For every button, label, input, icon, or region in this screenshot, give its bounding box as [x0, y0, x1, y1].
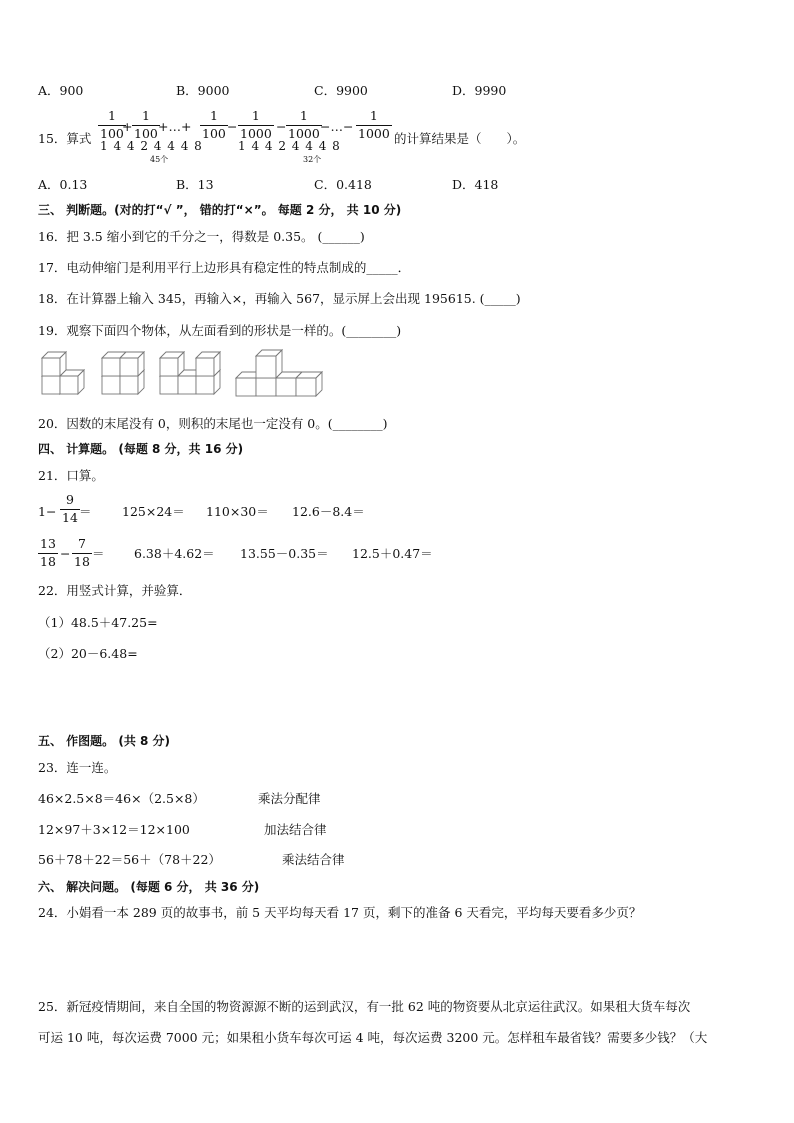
question-19: 19．观察下面四个物体，从左面看到的形状是一样的。(________) — [38, 323, 402, 338]
q22-item-2: （2）20－6.48= — [38, 646, 138, 661]
q15-fraction-2: $\frac{1}{100}$ — [134, 108, 158, 141]
q19-cube-figures — [36, 346, 336, 404]
q15-minus-1: − — [227, 119, 238, 134]
question-25-line-2: 可运 10 吨，每次运费 7000 元；如果租小货车每次可运 4 吨，每次运费 3200 元。怎样租车最省钱？需要多少钱？（大 — [38, 1030, 708, 1045]
q21-r2-eq: ＝ — [92, 546, 105, 561]
q15-prefix: 15．算式 — [38, 131, 92, 146]
q21-r2-item-1: 6.38＋4.62＝ — [134, 546, 215, 561]
q23-right-3: 乘法结合律 — [282, 852, 345, 867]
q15-option-d: D．418 — [452, 177, 499, 192]
q15-overlay-1: 1 4 4 2 4 4 4 8 — [100, 139, 203, 153]
q23-left-1: 46×2.5×8＝46×（2.5×8） — [38, 791, 205, 806]
q15-minus-3: −…− — [320, 119, 354, 134]
question-24: 24．小娟看一本 289 页的故事书，前 5 天平均每天看 17 页，剩下的准备 6 天看完，平均每天要看多少页？ — [38, 905, 642, 920]
q14-option-b: B．9000 — [176, 83, 230, 98]
cube-object-2 — [102, 352, 144, 394]
q23-right-1: 乘法分配律 — [258, 791, 321, 806]
q21-r2-fraction-2: $\frac{7}{18}$ — [74, 536, 90, 569]
q15-overlay-2: 1 4 4 2 4 4 4 8 — [238, 139, 341, 153]
q23-left-2: 12×97＋3×12＝12×100 — [38, 822, 190, 837]
q21-r2-minus: − — [60, 546, 71, 561]
q15-brace-label-1: 45个 — [150, 155, 169, 164]
question-21-title: 21．口算。 — [38, 468, 104, 483]
q15-fraction-5: $\frac{1}{1000}$ — [288, 108, 320, 141]
question-18: 18．在计算器上输入 345，再输入×，再输入 567，显示屏上会出现 195615. (_____) — [38, 291, 521, 306]
section-6-title: 六、 解决问题。 (每题 6 分， 共 36 分) — [38, 880, 260, 894]
q15-fraction-4: $\frac{1}{1000}$ — [240, 108, 272, 141]
question-23-title: 23．连一连。 — [38, 760, 117, 775]
q14-option-a: A．900 — [38, 83, 84, 98]
cube-object-4 — [236, 350, 322, 396]
q21-r1-eq: ＝ — [79, 504, 92, 519]
q15-suffix: 的计算结果是（ ）。 — [394, 131, 526, 146]
q23-right-2: 加法结合律 — [264, 822, 327, 837]
q21-r1-item-1: 125×24＝ — [122, 504, 185, 519]
q21-r2-item-2: 13.55－0.35＝ — [240, 546, 329, 561]
q14-option-d: D．9990 — [452, 83, 507, 98]
q21-r1-item-2: 110×30＝ — [206, 504, 269, 519]
section-5-title: 五、 作图题。 (共 8 分) — [38, 734, 171, 748]
q14-option-c: C．9900 — [314, 83, 368, 98]
q15-fraction-6: $\frac{1}{1000}$ — [358, 108, 390, 141]
cube-object-3 — [160, 352, 220, 394]
q15-option-a: A．0.13 — [38, 177, 88, 192]
question-20: 20．因数的末尾没有 0，则积的末尾也一定没有 0。(________) — [38, 416, 388, 431]
q23-left-3: 56＋78＋22＝56＋（78＋22） — [38, 852, 221, 867]
question-16: 16．把 3.5 缩小到它的千分之一，得数是 0.35。 (______) — [38, 229, 365, 244]
q15-brace-label-2: 32个 — [303, 155, 322, 164]
q22-item-1: （1）48.5＋47.25= — [38, 615, 158, 630]
q21-r1-item-3: 12.6－8.4＝ — [292, 504, 365, 519]
section-4-title: 四、 计算题。 (每题 8 分，共 16 分) — [38, 442, 244, 456]
cube-object-1 — [42, 352, 84, 394]
q21-r1-fraction: $\frac{9}{14}$ — [62, 492, 78, 525]
question-17: 17．电动伸缩门是利用平行上边形具有稳定性的特点制成的_____． — [38, 260, 411, 275]
section-3-title: 三、 判断题。(对的打“√ ”， 错的打“×”。 每题 2 分， 共 10 分) — [38, 203, 402, 217]
q15-minus-2: − — [276, 119, 287, 134]
q21-r2-fraction-1: $\frac{13}{18}$ — [40, 536, 56, 569]
q15-plus-2: +…+ — [158, 119, 192, 134]
question-25-line-1: 25．新冠疫情期间，来自全国的物资源源不断的运到武汉，有一批 62 吨的物资要从北京运往武汉。如果租大货车每次 — [38, 999, 691, 1014]
q15-plus-1: + — [122, 119, 133, 134]
q15-option-c: C．0.418 — [314, 177, 372, 192]
question-22-title: 22．用竖式计算，并验算． — [38, 583, 192, 598]
q15-fraction-1: $\frac{1}{100}$ — [100, 108, 124, 141]
q15-fraction-3: $\frac{1}{100}$ — [202, 108, 226, 141]
q21-r1-prefix: 1− — [38, 504, 57, 519]
q21-r2-item-3: 12.5＋0.47＝ — [352, 546, 433, 561]
q15-option-b: B．13 — [176, 177, 214, 192]
